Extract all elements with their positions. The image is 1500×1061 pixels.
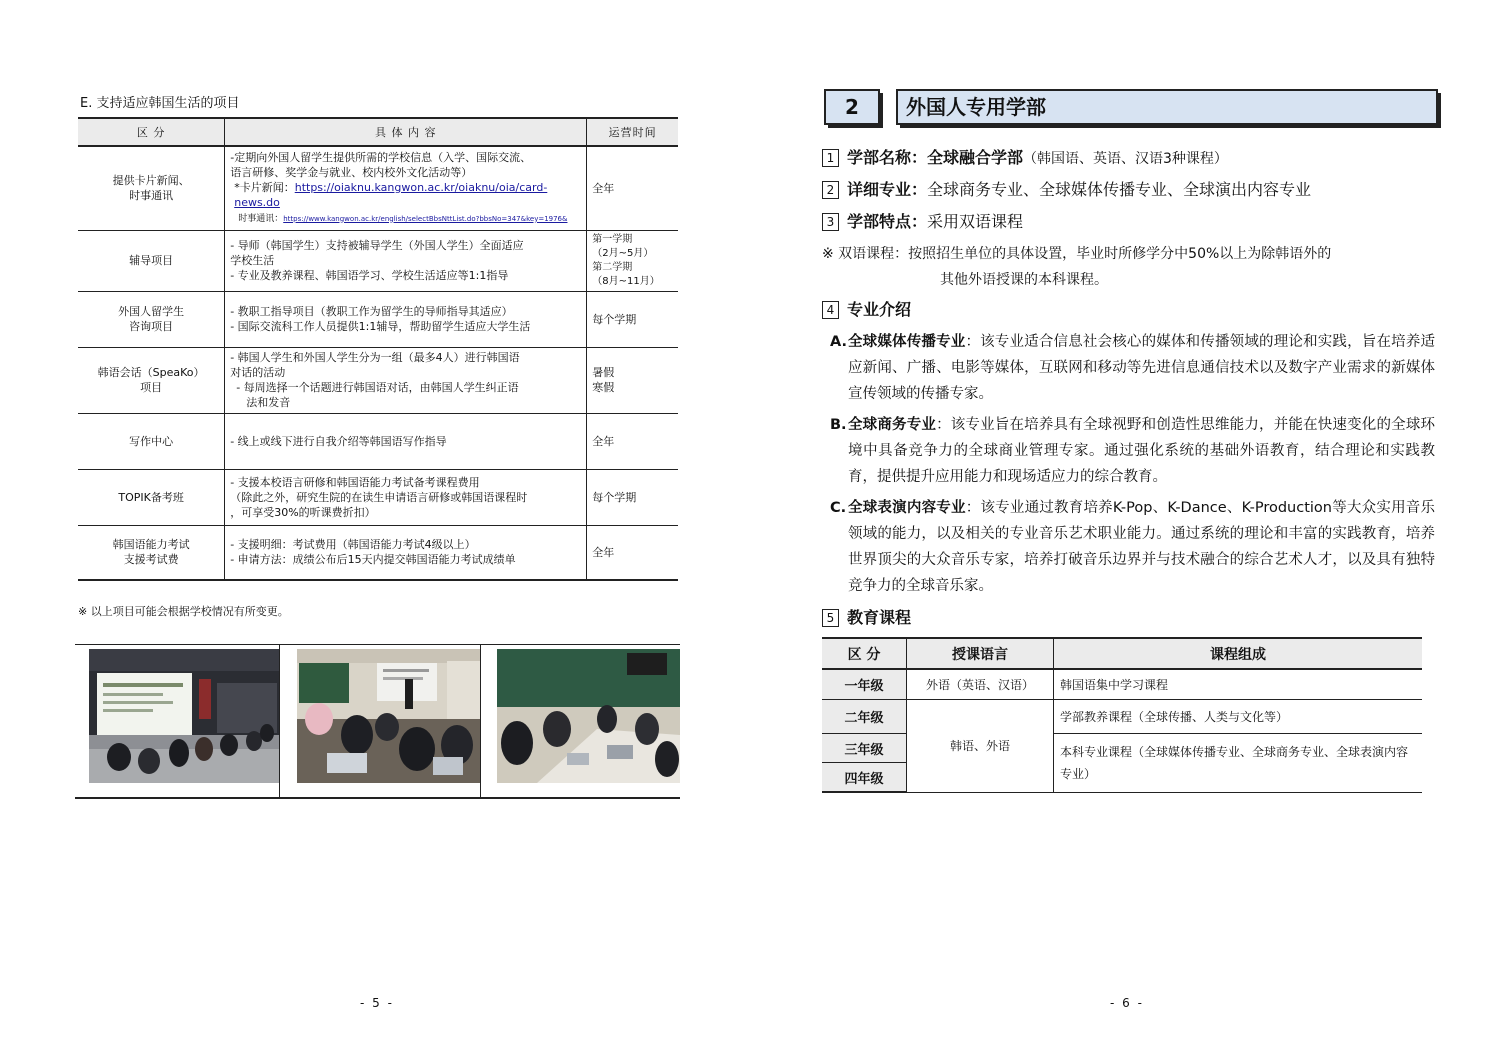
row-content: - 导师（韩国学生）支持被辅导学生（外国人学生）全面适应 学校生活 - 专业及教养课程、韩国语学习、学校生活适应等1:1指导: [225, 230, 587, 291]
bilingual-note-line1: ※ 双语课程：按照招生单位的具体设置，毕业时所修学分中50%以上为除韩语外的: [822, 246, 1332, 262]
row-content: - 支援明细：考试费用（韩国语能力考试4级以上） - 申请方法：成绩公布后15天内提交韩国语能力考试成绩单: [225, 525, 587, 580]
curriculum-header-row: [822, 638, 1422, 669]
row-category: 写作中心: [78, 413, 225, 469]
curriculum-table: [822, 637, 1422, 793]
year-cell: 二年级: [822, 700, 907, 734]
item-features: 3 学部特点：采用双语课程: [822, 212, 1023, 232]
major-business: B. 全球商务专业：该专业旨在培养具有全球视野和创造性思维能力，并能在快速变化的全球环境中具备竞争力的全球商业管理专家。通过强化系统的基础外语教育，结合理论和实践教育，提供提升应用能力和现场适应力的综合教育。: [830, 417, 1435, 485]
row-category: 韩国语能力考试 支援考试费: [78, 525, 225, 580]
header-category: 区 分: [78, 118, 225, 146]
page-number-left: - 5 -: [360, 996, 394, 1010]
row-time: 全年: [587, 146, 678, 230]
row-content: - 支援本校语言研修和韩国语能力考试备考课程费用 （除此之外，研究生院的在读生申请语言研修或韩国语课程时 ，可享受30%的听课费折扣）: [225, 469, 587, 525]
item-majors: 2 详细专业：全球商务专业、全球媒体传播专业、全球演出内容专业: [822, 180, 1311, 200]
table-row: [78, 291, 678, 347]
row-content: - 线上或线下进行自我介绍等韩国语写作指导: [225, 413, 587, 469]
change-note: ※ 以上项目可能会根据学校情况有所变更。: [78, 605, 289, 618]
row-category: 外国人留学生 咨询项目: [78, 291, 225, 347]
row-category: 辅导项目: [78, 230, 225, 291]
item-number-box: 5: [822, 609, 839, 627]
composition-cell: 本科专业课程（全球媒体传播专业、全球商务专业、全球表演内容专业）: [1054, 734, 1423, 793]
photo-divider: [480, 645, 481, 797]
row-time: 每个学期: [587, 469, 678, 525]
row-category: TOPIK备考班: [78, 469, 225, 525]
newsletter-link[interactable]: https://www.kangwon.ac.kr/english/selectBbsNttList.do?bbsNo=347&key=1976&: [283, 214, 568, 223]
section-title: E. 支持适应韩国生活的项目: [80, 96, 240, 111]
row-category: 韩语会话（SpeaKo） 项目: [78, 347, 225, 413]
photo-auditorium: [89, 649, 279, 783]
item-number-box: 4: [822, 301, 839, 319]
table-row: [78, 230, 678, 291]
table-row: [78, 413, 678, 469]
item-number-box: 2: [822, 181, 839, 199]
curr-header-composition: 课程组成: [1054, 638, 1423, 669]
table-row: [78, 146, 678, 230]
page-number-right: - 6 -: [1110, 996, 1144, 1010]
photo-strip: [75, 644, 680, 799]
row-time: 暑假 寒假: [587, 347, 678, 413]
table-row: [78, 469, 678, 525]
curriculum-heading: 5 教育课程: [822, 608, 911, 628]
year-cell: 一年级: [822, 669, 907, 700]
item-department-name: 1 学部名称：全球融合学部（韩国语、英语、汉语3种课程）: [822, 148, 1228, 169]
table-header-row: [78, 118, 678, 146]
header-time: 运营时间: [587, 118, 678, 146]
support-programs-table: [78, 117, 678, 581]
row-content: -定期向外国人留学生提供所需的学校信息（入学、国际交流、 语言研修、奖学金与就业、校内校外文化活动等） *卡片新闻：https://oiaknu.kangwon.ac.kr/oiaknu/oia/card-news.do 时事通讯：https://www.kangwon.ac.kr/english/selectBbsNttList.do?bbsNo=347&key=1976&: [225, 146, 587, 230]
year-cell: 三年级: [822, 734, 907, 763]
card-news-link[interactable]: https://oiaknu.kangwon.ac.kr/oiaknu/oia/card-news.do: [234, 180, 548, 209]
curr-header-category: 区 分: [822, 638, 907, 669]
table-row: [78, 347, 678, 413]
table-row: [822, 700, 1422, 734]
major-media: A. 全球媒体传播专业：该专业适合信息社会核心的媒体和传播领域的理论和实践，旨在培养适应新闻、广播、电影等媒体，互联网和移动等先进信息通信技术以及数字产业需求的新媒体宣传领域的传播专家。: [830, 334, 1435, 402]
curr-header-language: 授课语言: [907, 638, 1054, 669]
header-content: 具 体 内 容: [225, 118, 587, 146]
photo-classroom: [297, 649, 480, 783]
right-page: [750, 0, 1500, 1061]
majors-heading: 4 专业介绍: [822, 300, 911, 320]
table-row: [78, 525, 678, 580]
row-content: - 教职工指导项目（教职工作为留学生的导师指导其适应） - 国际交流科工作人员提供1:1辅导，帮助留学生适应大学生活: [225, 291, 587, 347]
row-content: - 韩国人学生和外国人学生分为一组（最多4人）进行韩国语 对话的活动 - 每周选择一个话题进行韩国语对话，由韩国人学生纠正语 法和发音: [225, 347, 587, 413]
photo-study-group: [497, 649, 680, 783]
row-time: 每个学期: [587, 291, 678, 347]
item-number-box: 1: [822, 149, 839, 167]
bilingual-note-line2: 其他外语授课的本科课程。: [940, 272, 1108, 288]
row-category: 提供卡片新闻、 时事通讯: [78, 146, 225, 230]
section-number-box: 2: [824, 89, 880, 125]
language-cell: 外语（英语、汉语）: [907, 669, 1054, 700]
row-time: 全年: [587, 525, 678, 580]
year-cell: 四年级: [822, 763, 907, 793]
composition-cell: 韩国语集中学习课程: [1054, 669, 1423, 700]
row-time: 全年: [587, 413, 678, 469]
language-cell: 韩语、外语: [907, 700, 1054, 793]
major-performance: C. 全球表演内容专业：该专业通过教育培养K-Pop、K-Dance、K-Production等大众实用音乐领域的能力，以及相关的专业音乐艺术职业能力。通过系统的理论和丰富的实践教育，培养世界顶尖的大众音乐专家，培养打破音乐边界并与技术融合的综合艺术人才，以及具有独特竞争力的全球音乐家。: [830, 500, 1435, 594]
item-number-box: 3: [822, 213, 839, 231]
composition-cell: 学部教养课程（全球传播、人类与文化等）: [1054, 700, 1423, 734]
photo-divider: [279, 645, 280, 797]
table-row: [822, 669, 1422, 700]
section-title-box: 外国人专用学部: [896, 89, 1438, 125]
row-time: 第一学期 （2月~5月） 第二学期 （8月~11月）: [587, 230, 678, 291]
